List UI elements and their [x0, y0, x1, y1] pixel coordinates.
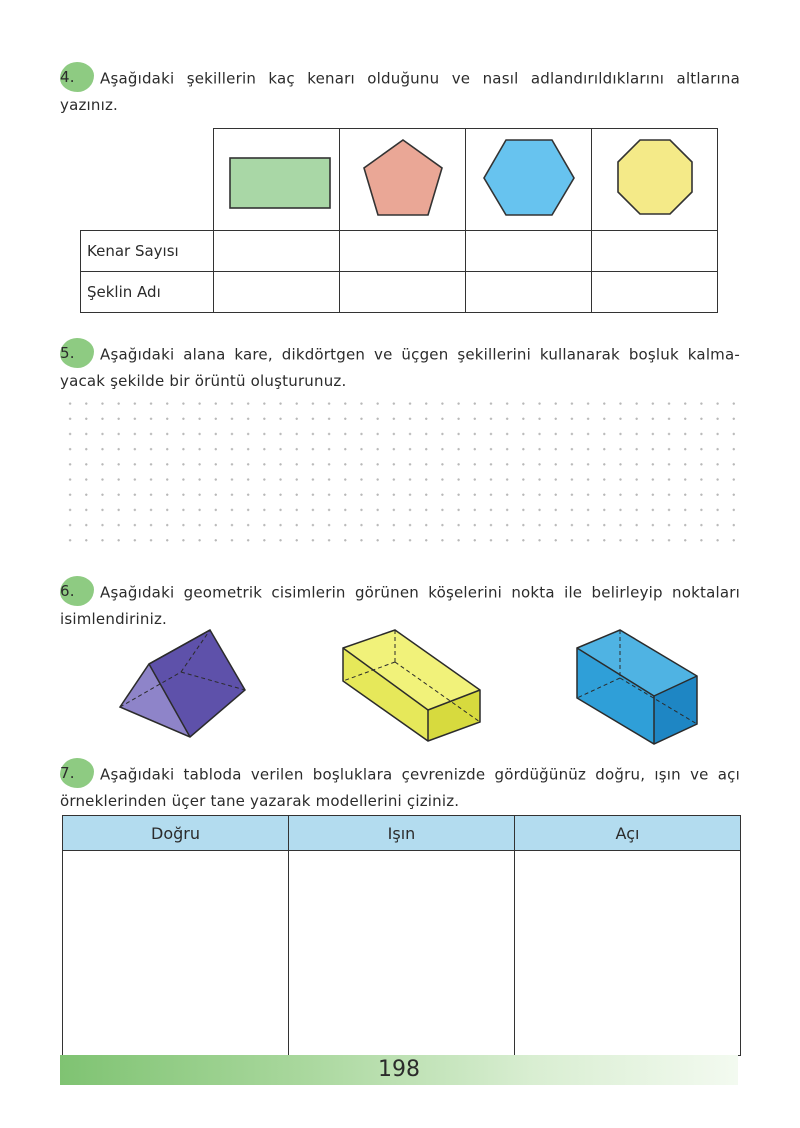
question-7-line2: örneklerinden üçer tane yazarak modellerini çiziniz. [60, 792, 460, 810]
octagon-icon [600, 135, 710, 221]
header-angle: Açı [515, 816, 741, 851]
yellow-rectangular-prism-icon [338, 626, 486, 746]
question-4-line1: Aşağıdaki şekillerin kaç kenarı olduğunu ve nasıl adlandırıldıklarını altlarına [100, 69, 740, 88]
question-5-line2: yacak şekilde bir örüntü oluşturunuz. [60, 372, 347, 390]
triangular-prism-icon [115, 622, 255, 744]
answer-cell[interactable] [466, 231, 592, 272]
question-6-line2: isimlendiriniz. [60, 610, 168, 628]
question-7-line1: Aşağıdaki tabloda verilen boşluklara çevrenizde gördüğünüz doğru, ışın ve açı [100, 765, 740, 784]
answer-cell-angle[interactable] [515, 851, 741, 1056]
question-6-line1: Aşağıdaki geometrik cisimlerin görünen köşelerini nokta ile belirleyip noktaları [100, 583, 740, 602]
question-4-line2: yazınız. [60, 96, 119, 114]
shape-cell-hexagon [466, 129, 592, 231]
hexagon-icon [474, 135, 584, 221]
shape-cell-octagon [592, 129, 718, 231]
question-4-text [60, 64, 740, 117]
question-number-badge: 7. [60, 758, 94, 788]
shape-cell-rectangle [214, 129, 340, 231]
pentagon-icon [348, 135, 458, 221]
question-number-badge: 4. [60, 62, 94, 92]
answer-cell[interactable] [466, 272, 592, 313]
answer-cell-line[interactable] [63, 851, 289, 1056]
question-5-line1: Aşağıdaki alana kare, dikdörtgen ve üçgen şekillerini kullanarak boşluk kalma- [100, 345, 740, 364]
answer-cell-ray[interactable] [289, 851, 515, 1056]
answer-cell[interactable] [592, 231, 718, 272]
question-number-badge: 6. [60, 576, 94, 606]
question-7-text [60, 760, 740, 813]
row-label-shape-name: Şeklin Adı [81, 272, 214, 313]
answer-cell[interactable] [340, 272, 466, 313]
line-ray-angle-table [62, 815, 741, 1056]
page-footer [60, 1055, 738, 1085]
question-5-text [60, 340, 740, 393]
shape-cell-pentagon [340, 129, 466, 231]
rectangle-icon [222, 143, 332, 213]
shapes-table [80, 128, 718, 313]
question-number-badge: 5. [60, 338, 94, 368]
dot-grid-drawing-area[interactable] [62, 396, 742, 554]
header-line: Doğru [63, 816, 289, 851]
answer-cell[interactable] [340, 231, 466, 272]
header-ray: Işın [289, 816, 515, 851]
answer-cell[interactable] [214, 231, 340, 272]
answer-cell[interactable] [592, 272, 718, 313]
empty-corner-cell [81, 129, 214, 231]
answer-cell[interactable] [214, 272, 340, 313]
row-label-edge-count: Kenar Sayısı [81, 231, 214, 272]
page-number: 198 [378, 1057, 420, 1082]
blue-rectangular-prism-icon [572, 626, 702, 748]
